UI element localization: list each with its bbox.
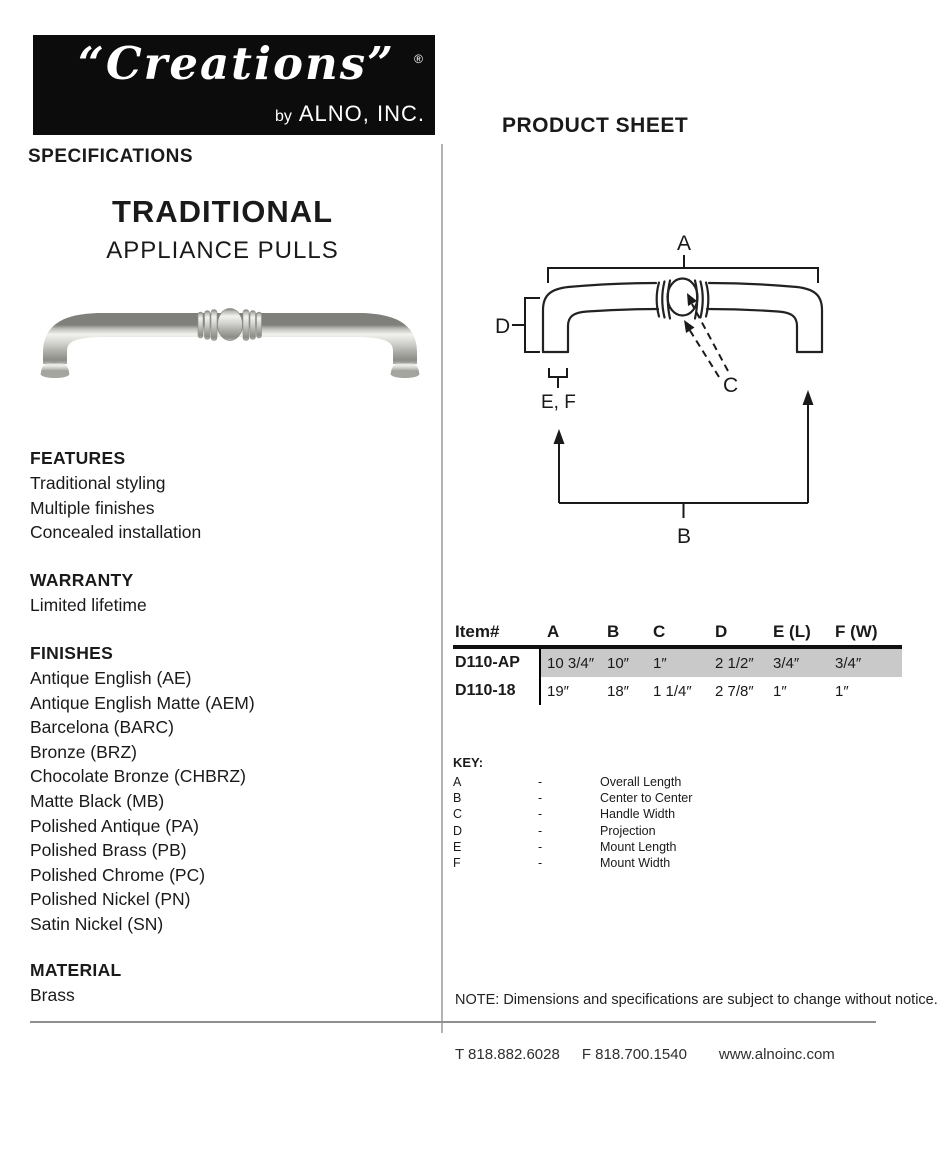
finish-item: Matte Black (MB) bbox=[30, 790, 165, 811]
footer-rule bbox=[30, 1021, 876, 1023]
pull-right-foot-base bbox=[391, 370, 420, 378]
dimension-diagram bbox=[440, 225, 905, 555]
handle-left-rings bbox=[657, 281, 670, 319]
feature-item: Concealed installation bbox=[30, 522, 202, 543]
key-dash: - bbox=[538, 791, 543, 806]
key-letter: A bbox=[453, 775, 462, 789]
warranty-heading: WARRANTY bbox=[30, 570, 134, 590]
material-heading: MATERIAL bbox=[30, 960, 122, 980]
footer-fax: F 818.700.1540 bbox=[581, 1046, 687, 1063]
key-row bbox=[453, 806, 692, 822]
brand-logo bbox=[33, 35, 435, 135]
material-section bbox=[30, 958, 430, 1008]
item-number: D110-AP bbox=[453, 649, 541, 677]
key-dash: - bbox=[538, 823, 543, 838]
feature-item: Traditional styling bbox=[30, 473, 166, 493]
key-row bbox=[453, 855, 692, 871]
cell-a: 10 3/4″ bbox=[547, 654, 595, 672]
handle-inner-left bbox=[568, 309, 658, 352]
cell-b: 10″ bbox=[607, 654, 629, 672]
key-letter: B bbox=[453, 791, 462, 806]
finish-item: Satin Nickel (SN) bbox=[30, 913, 164, 934]
dim-label-ef: E, F bbox=[541, 392, 576, 413]
cell-d: 2 1/2″ bbox=[715, 654, 754, 672]
features-section bbox=[30, 446, 430, 545]
dim-label-b: B bbox=[677, 525, 692, 548]
page-title: TRADITIONAL bbox=[111, 194, 334, 229]
finish-item: Chocolate Bronze (CHBRZ) bbox=[30, 766, 246, 787]
specifications-label: SPECIFICATIONS bbox=[28, 146, 193, 167]
pull-ring bbox=[250, 311, 256, 340]
pull-left-foot-base bbox=[41, 370, 70, 378]
key-legend bbox=[453, 754, 692, 871]
key-letter: F bbox=[453, 856, 461, 871]
cell-a: 19″ bbox=[547, 682, 569, 700]
key-letter: E bbox=[453, 839, 462, 854]
finish-item: Polished Nickel (PN) bbox=[30, 889, 191, 910]
col-header-b: B bbox=[607, 621, 620, 641]
key-row bbox=[453, 839, 692, 855]
key-row bbox=[453, 790, 692, 806]
key-row bbox=[453, 823, 692, 839]
feature-item: Multiple finishes bbox=[30, 497, 155, 518]
features-heading: FEATURES bbox=[30, 448, 126, 468]
dim-a-bracket bbox=[548, 268, 818, 283]
footer-website: www.alnoinc.com bbox=[718, 1046, 835, 1063]
disclaimer-note: NOTE: Dimensions and specifications are subject to change without notice. bbox=[455, 992, 938, 1008]
col-header-d: D bbox=[715, 621, 728, 641]
table-header-row bbox=[453, 618, 902, 645]
pull-ring bbox=[243, 310, 249, 341]
key-heading: KEY: bbox=[453, 755, 484, 770]
brand-byline bbox=[275, 101, 425, 127]
dim-b-arrowhead-right bbox=[803, 390, 814, 405]
cell-e: 3/4″ bbox=[773, 654, 800, 672]
table-row bbox=[453, 649, 902, 677]
cell-f: 3/4″ bbox=[835, 654, 862, 672]
brand-script-text: “Creations” bbox=[77, 37, 395, 90]
key-dash: - bbox=[538, 807, 543, 822]
finishes-section bbox=[30, 641, 430, 937]
key-desc: Mount Width bbox=[600, 856, 671, 871]
dim-label-c: C bbox=[723, 374, 739, 397]
page-subtitle: APPLIANCE PULLS bbox=[106, 237, 339, 264]
key-desc: Overall Length bbox=[600, 775, 682, 789]
key-desc: Handle Width bbox=[600, 807, 676, 822]
registered-trademark-icon: ® bbox=[414, 52, 423, 66]
material-item: Brass bbox=[30, 985, 75, 1005]
handle-inner-right bbox=[707, 309, 797, 352]
pull-center-ball bbox=[218, 309, 243, 341]
col-header-a: A bbox=[547, 621, 560, 641]
dim-d-bracket bbox=[525, 298, 540, 352]
cell-c: 1 1/4″ bbox=[653, 682, 692, 700]
dimensions-table bbox=[453, 618, 902, 705]
byline-company: ALNO, INC. bbox=[298, 101, 425, 126]
cell-e: 1″ bbox=[773, 682, 787, 700]
pull-ring bbox=[211, 310, 217, 341]
key-dash: - bbox=[538, 775, 543, 789]
cell-b: 18″ bbox=[607, 682, 629, 700]
key-desc: Center to Center bbox=[600, 791, 693, 806]
col-header-c: C bbox=[653, 621, 666, 641]
dim-label-d: D bbox=[495, 315, 511, 338]
product-photo-appliance-pull bbox=[30, 296, 430, 396]
finish-item: Barcelona (BARC) bbox=[30, 717, 174, 738]
dim-c-leader-2 bbox=[689, 329, 719, 377]
finish-item: Bronze (BRZ) bbox=[30, 741, 137, 762]
dim-ef-bracket bbox=[549, 368, 567, 377]
finish-item: Polished Antique (PA) bbox=[30, 815, 199, 836]
handle-outer-right bbox=[709, 283, 822, 352]
key-desc: Projection bbox=[600, 823, 656, 838]
pull-ring bbox=[257, 312, 262, 338]
key-dash: - bbox=[538, 856, 543, 871]
title-block bbox=[0, 194, 445, 265]
pull-ring bbox=[205, 311, 211, 340]
product-sheet-header: PRODUCT SHEET bbox=[502, 114, 689, 137]
pull-ring bbox=[198, 312, 203, 338]
cell-f: 1″ bbox=[835, 682, 849, 700]
footer-phone: T 818.882.6028 bbox=[455, 1046, 560, 1063]
col-header-f: F (W) bbox=[835, 621, 878, 641]
warranty-item: Limited lifetime bbox=[30, 595, 147, 615]
table-row bbox=[453, 677, 902, 705]
finish-item: Antique English (AE) bbox=[30, 668, 192, 688]
dim-label-a: A bbox=[677, 232, 692, 255]
key-row bbox=[453, 774, 692, 790]
finish-item: Polished Chrome (PC) bbox=[30, 864, 206, 885]
handle-outer-left bbox=[543, 283, 656, 352]
key-dash: - bbox=[538, 839, 543, 854]
key-letter: D bbox=[453, 823, 463, 838]
warranty-section bbox=[30, 568, 430, 618]
finishes-heading: FINISHES bbox=[30, 643, 114, 663]
item-number: D110-18 bbox=[453, 677, 541, 705]
finish-item: Antique English Matte (AEM) bbox=[30, 692, 255, 713]
finish-item: Polished Brass (PB) bbox=[30, 840, 187, 861]
col-header-e: E (L) bbox=[773, 621, 811, 641]
byline-by: by bbox=[274, 108, 292, 125]
key-letter: C bbox=[453, 807, 463, 822]
handle-center-ball bbox=[668, 279, 698, 316]
cell-d: 2 7/8″ bbox=[715, 682, 754, 700]
col-header-item: Item# bbox=[455, 621, 500, 641]
footer-contact bbox=[455, 1046, 835, 1063]
cell-c: 1″ bbox=[653, 654, 667, 672]
dim-b-arrowhead-left bbox=[554, 429, 565, 444]
key-desc: Mount Length bbox=[600, 839, 677, 854]
